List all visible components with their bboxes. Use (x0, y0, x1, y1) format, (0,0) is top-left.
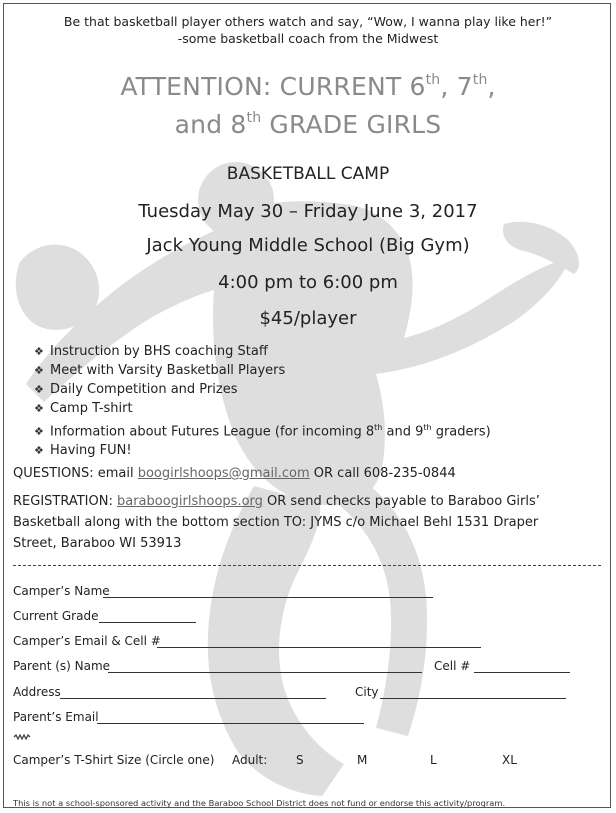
size-option-m[interactable]: M (357, 753, 368, 767)
camper-email-cell-field[interactable] (157, 647, 481, 648)
adult-label: Adult: (232, 753, 268, 767)
scribble-mark (13, 734, 31, 740)
quote-attribution: -some basketball coach from the Midwest (177, 31, 439, 46)
camp-features-list (34, 342, 491, 460)
flyer-page (3, 3, 611, 808)
registration-line-2: Basketball along with the bottom section TO: JYMS c/o Michael Behl 1531 Draper (13, 515, 539, 530)
headline-line-2: and 8th GRADE GIRLS (174, 109, 442, 139)
cut-line-divider (13, 565, 601, 566)
diamond-bullet-icon: ❖ (34, 345, 44, 358)
camp-price: $45/player (259, 308, 357, 329)
diamond-bullet-icon: ❖ (34, 425, 44, 439)
parent-email-field[interactable] (97, 723, 364, 724)
list-item: ❖ Daily Competition and Prizes (34, 382, 238, 397)
diamond-bullet-icon: ❖ (34, 402, 44, 415)
questions-line: QUESTIONS: email boogirlshoops@gmail.com OR call 608-235-0844 (13, 466, 456, 481)
city-field[interactable] (380, 698, 566, 699)
camper-name-field[interactable] (103, 597, 433, 598)
diamond-bullet-icon: ❖ (34, 444, 44, 458)
current-grade-label: Current Grade (13, 609, 99, 623)
list-item: ❖ Instruction by BHS coaching Staff (34, 344, 268, 359)
list-item: ❖ Having FUN! (34, 443, 132, 459)
camper-email-cell-label: Camper’s Email & Cell # (13, 634, 161, 648)
registration-line-3: Street, Baraboo WI 53913 (13, 536, 182, 551)
contact-email-link[interactable]: boogirlshoops@gmail.com (137, 466, 310, 481)
headline-line-1: ATTENTION: CURRENT 6th, 7th, (120, 71, 496, 101)
size-option-xl[interactable]: XL (502, 753, 517, 767)
camp-venue: Jack Young Middle School (Big Gym) (146, 235, 470, 256)
registration-line-1: REGISTRATION: baraboogirlshoops.org OR send checks payable to Baraboo Girls’ (13, 494, 540, 509)
size-option-l[interactable]: L (430, 753, 437, 767)
registration-website-link[interactable]: baraboogirlshoops.org (116, 494, 263, 509)
list-item: ❖ Camp T-shirt (34, 401, 133, 416)
disclaimer-footer: This is not a school-sponsored activity and the Baraboo School District does not fund or endorse this activity/program. (13, 798, 506, 808)
diamond-bullet-icon: ❖ (34, 383, 44, 396)
parent-cell-field[interactable] (474, 672, 570, 673)
camper-name-label: Camper’s Name (13, 584, 110, 598)
address-field[interactable] (60, 698, 326, 699)
address-label: Address (13, 685, 61, 699)
camp-dates: Tuesday May 30 – Friday June 3, 2017 (138, 201, 478, 222)
camp-title: BASKETBALL CAMP (226, 164, 390, 184)
parent-cell-label: Cell # (434, 659, 471, 673)
current-grade-field[interactable] (99, 622, 196, 623)
tshirt-size-label: Camper’s T-Shirt Size (Circle one) (13, 753, 215, 767)
list-item: ❖ Meet with Varsity Basketball Players (34, 363, 286, 378)
city-label: City (355, 685, 379, 699)
list-item: ❖ Information about Futures League (for incoming 8th and 9th graders) (34, 423, 491, 440)
diamond-bullet-icon: ❖ (34, 364, 44, 377)
motivational-quote: Be that basketball player others watch and say, “Wow, I wanna play like her!” (63, 14, 553, 29)
parent-name-field[interactable] (108, 672, 422, 673)
size-option-s[interactable]: S (296, 753, 304, 767)
parent-email-label: Parent’s Email (13, 710, 99, 724)
parent-name-label: Parent (s) Name (13, 659, 111, 673)
camp-time: 4:00 pm to 6:00 pm (218, 272, 398, 293)
